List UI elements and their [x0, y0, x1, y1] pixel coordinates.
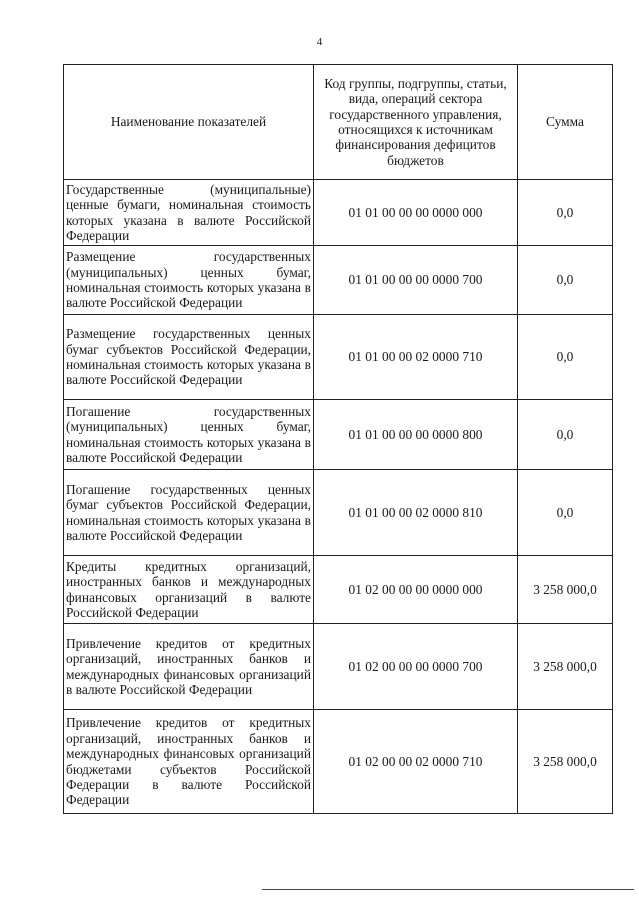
header-sum: Сумма	[518, 65, 613, 180]
table-row	[64, 556, 613, 624]
table-row	[64, 180, 613, 246]
row-sum: 0,0	[518, 246, 613, 315]
bottom-divider	[262, 889, 634, 890]
row-code: 01 01 00 00 02 0000 810	[314, 470, 518, 556]
row-sum: 0,0	[518, 180, 613, 246]
row-code: 01 02 00 00 02 0000 710	[314, 710, 518, 814]
row-sum: 3 258 000,0	[518, 624, 613, 710]
row-name: Привлечение кредитов от кредитных организаций, иностранных банков и международных финансовых организаций бюджетами субъектов Российской Федерации в валюте Российской Федерации	[64, 710, 314, 814]
row-name: Государственные (муниципальные) ценные бумаги, номинальная стоимость которых указана в валюте Российской Федерации	[64, 180, 314, 246]
row-code: 01 01 00 00 00 0000 000	[314, 180, 518, 246]
budget-sources-table	[63, 64, 613, 814]
row-sum: 0,0	[518, 400, 613, 470]
row-code: 01 02 00 00 00 0000 700	[314, 624, 518, 710]
row-name: Кредиты кредитных организаций, иностранных банков и международных финансовых организаций в валюте Российской Федерации	[64, 556, 314, 624]
header-code: Код группы, подгруппы, статьи, вида, операций сектора государственного управления, относящихся к источникам финансирования дефицитов бюджетов	[314, 65, 518, 180]
table-row	[64, 624, 613, 710]
row-code: 01 01 00 00 02 0000 710	[314, 315, 518, 400]
row-code: 01 01 00 00 00 0000 800	[314, 400, 518, 470]
table-row	[64, 315, 613, 400]
row-sum: 3 258 000,0	[518, 556, 613, 624]
row-code: 01 02 00 00 00 0000 000	[314, 556, 518, 624]
row-code: 01 01 00 00 00 0000 700	[314, 246, 518, 315]
row-sum: 3 258 000,0	[518, 710, 613, 814]
table-header-row	[64, 65, 613, 180]
row-name: Размещение государственных (муниципальных) ценных бумаг, номинальная стоимость которых указана в валюте Российской Федерации	[64, 246, 314, 315]
row-sum: 0,0	[518, 315, 613, 400]
table-row	[64, 400, 613, 470]
row-name: Привлечение кредитов от кредитных организаций, иностранных банков и международных финансовых организаций в валюте Российской Федерации	[64, 624, 314, 710]
header-name: Наименование показателей	[64, 65, 314, 180]
row-name: Погашение государственных (муниципальных) ценных бумаг, номинальная стоимость которых указана в валюте Российской Федерации	[64, 400, 314, 470]
page-number: 4	[316, 36, 323, 48]
table-row	[64, 246, 613, 315]
row-sum: 0,0	[518, 470, 613, 556]
row-name: Погашение государственных ценных бумаг субъектов Российской Федерации, номинальная стоимость которых указана в валюте Российской Федерации	[64, 470, 314, 556]
table-row	[64, 470, 613, 556]
row-name: Размещение государственных ценных бумаг субъектов Российской Федерации, номинальная стоимость которых указана в валюте Российской Федерации	[64, 315, 314, 400]
table-row	[64, 710, 613, 814]
